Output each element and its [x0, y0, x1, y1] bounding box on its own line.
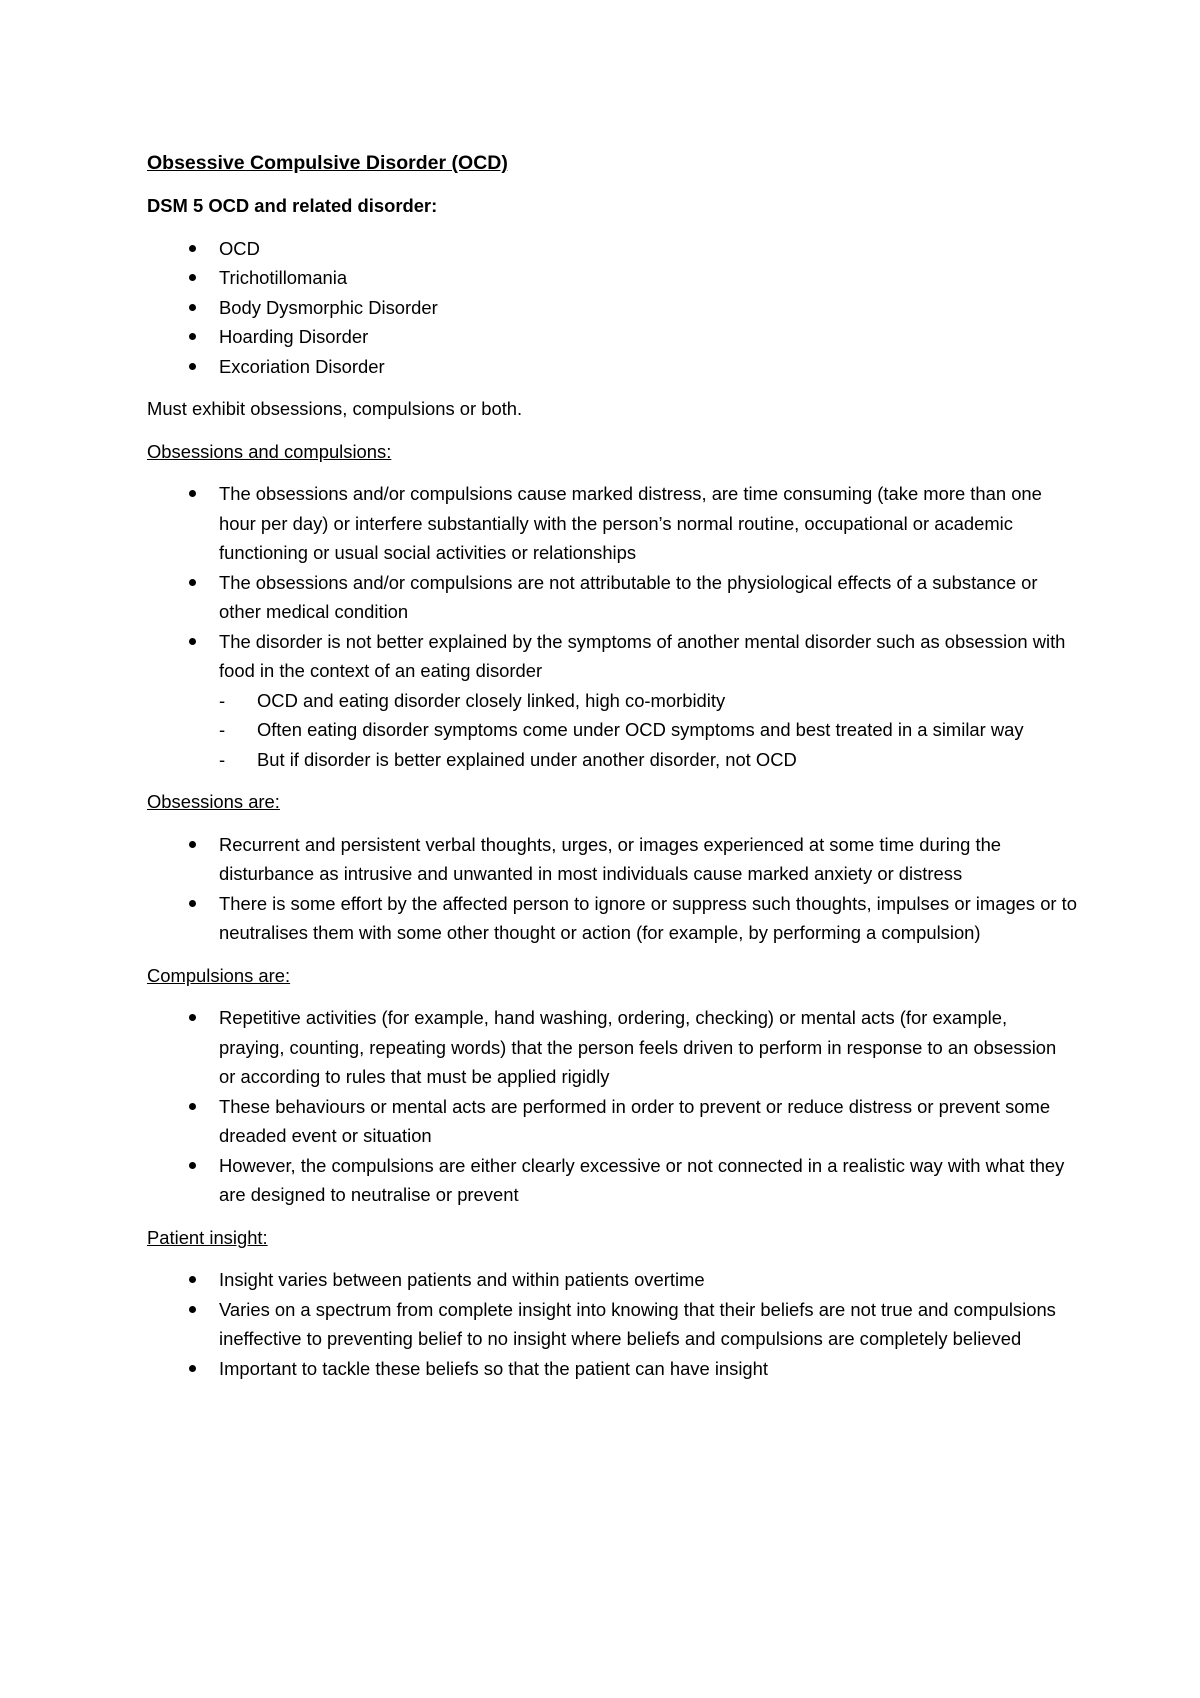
insight-list [147, 1265, 1077, 1383]
list-item-text: These behaviours or mental acts are performed in order to prevent or reduce distress or prevent some dreaded event or situation [219, 1095, 1051, 1146]
insight-heading: Patient insight: [147, 1226, 268, 1248]
bullet-icon [189, 490, 196, 497]
list-item-text: Repetitive activities (for example, hand washing, ordering, checking) or mental acts (for example, praying, counting, repeating words) that the person feels driven to perform in response to an obsession or according to rules that must be applied rigidly [219, 1007, 1057, 1087]
dash-icon: - [219, 748, 226, 770]
list-item [147, 234, 1077, 264]
list-item [147, 1295, 1077, 1354]
sublist-item-text: Often eating disorder symptoms come under OCD symptoms and best treated in a similar way [257, 719, 1024, 740]
bullet-icon [189, 304, 196, 311]
obs-comp-list [147, 479, 1077, 774]
bullet-icon [189, 638, 196, 645]
list-item [147, 1151, 1077, 1210]
bullet-icon [189, 1276, 196, 1283]
bullet-icon [189, 1365, 196, 1372]
bullet-icon [189, 1103, 196, 1110]
compulsions-heading: Compulsions are: [147, 964, 291, 986]
list-item [147, 889, 1077, 948]
document-page [147, 148, 1077, 1396]
list-item-text: Excoriation Disorder [219, 355, 385, 377]
dash-icon: - [219, 689, 226, 711]
bullet-icon [189, 1162, 196, 1169]
sublist-item-text: OCD and eating disorder closely linked, high co-morbidity [257, 689, 726, 711]
list-item [147, 1354, 1077, 1384]
list-item-text: Insight varies between patients and within patients overtime [219, 1269, 705, 1290]
must-exhibit-text: Must exhibit obsessions, compulsions or both. [147, 398, 523, 419]
bullet-icon [189, 363, 196, 370]
list-item [147, 352, 1077, 382]
sublist-item [219, 686, 1077, 716]
list-item [147, 1265, 1077, 1295]
list-item-text: Body Dysmorphic Disorder [219, 296, 438, 318]
list-item [147, 627, 1077, 775]
list-item [147, 322, 1077, 352]
list-item [147, 263, 1077, 293]
list-item-text: OCD [219, 237, 260, 259]
sublist-item-text: But if disorder is better explained under another disorder, not OCD [257, 748, 797, 770]
list-item-text: The obsessions and/or compulsions cause marked distress, are time consuming (take more than one hour per day) or interfere substantially with the person’s normal routine, occupational or academic functioning or usual social activities or relationships [219, 483, 1042, 563]
dash-icon: - [219, 719, 226, 740]
list-item [147, 293, 1077, 323]
bullet-icon [189, 900, 196, 907]
obs-comp-heading: Obsessions and compulsions: [147, 440, 392, 462]
list-item-text: The obsessions and/or compulsions are not attributable to the physiological effects of a substance or other medical condition [219, 571, 1038, 622]
sublist-item [219, 715, 1077, 745]
obs-comp-sublist [219, 686, 1077, 775]
list-item [147, 1092, 1077, 1151]
list-item-text: There is some effort by the affected person to ignore or suppress such thoughts, impulses or images or to neutralises them with some other thought or action (for example, by performing a compulsion) [219, 892, 1078, 943]
bullet-icon [189, 1306, 196, 1313]
list-item-text: The disorder is not better explained by the symptoms of another mental disorder such as obsession with food in the context of an eating disorder [219, 630, 1066, 681]
list-item-text: Varies on a spectrum from complete insight into knowing that their beliefs are not true and compulsions ineffective to preventing belief to no insight where beliefs and compulsions are completely believed [219, 1298, 1056, 1349]
sublist-item [219, 745, 1077, 775]
bullet-icon [189, 245, 196, 252]
dsm-heading: DSM 5 OCD and related disorder: [147, 195, 438, 216]
list-item-text: Hoarding Disorder [219, 326, 369, 347]
list-item [147, 1003, 1077, 1092]
obsessions-heading: Obsessions are: [147, 791, 280, 812]
bullet-icon [189, 1014, 196, 1021]
list-item-text: Recurrent and persistent verbal thoughts, urges, or images experienced at some time during the disturbance as intrusive and unwanted in most individuals cause marked anxiety or distress [219, 833, 1002, 884]
bullet-icon [189, 333, 196, 340]
list-item [147, 479, 1077, 568]
list-item-text: Trichotillomania [219, 267, 348, 288]
obsessions-list [147, 830, 1077, 948]
bullet-icon [189, 841, 196, 848]
list-item-text: Important to tackle these beliefs so that the patient can have insight [219, 1357, 768, 1379]
list-item [147, 568, 1077, 627]
list-item [147, 830, 1077, 889]
bullet-icon [189, 274, 196, 281]
document-title: Obsessive Compulsive Disorder (OCD) [147, 152, 508, 174]
compulsions-list [147, 1003, 1077, 1210]
dsm-list [147, 234, 1077, 382]
bullet-icon [189, 579, 196, 586]
list-item-text: However, the compulsions are either clearly excessive or not connected in a realistic way with what they are designed to neutralise or prevent [219, 1154, 1065, 1205]
